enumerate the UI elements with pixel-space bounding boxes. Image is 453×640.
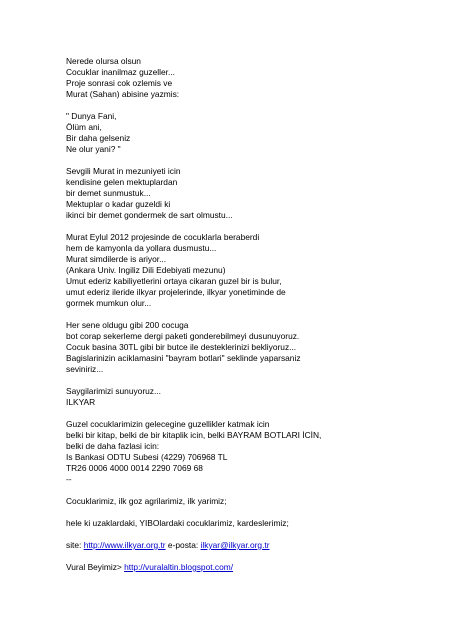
signature-text: ILKYAR	[66, 397, 96, 407]
text-line: Her sene oldugu gibi 200 cocuga	[66, 320, 189, 330]
text-line: gormek mumkun olur...	[66, 298, 152, 308]
text-line: Proje sonrasi cok ozlemis ve	[66, 78, 173, 88]
text-line: bot corap sekerleme dergi paketi gonderebilmeyi dusunuyoruz.	[66, 331, 300, 341]
site-link[interactable]: http://www.ilkyar.org.tr	[83, 540, 166, 550]
text-line: seviniriz...	[66, 364, 104, 374]
text-line: Cocuklar inanilmaz guzeller...	[66, 67, 175, 77]
blog-link[interactable]: http://vuralaltin.blogspot.com/	[124, 562, 234, 572]
iban-line: TR26 0006 4000 0014 2290 7069 68	[66, 463, 203, 473]
text-line: Murat Eylul 2012 projesinde de cocuklarla beraberdi	[66, 232, 260, 242]
text-line: belki de daha fazlasi icin:	[66, 441, 160, 451]
text-line: ikinci bir demet gondermek de sart olmustu...	[66, 210, 233, 220]
text-line: Sevgili Murat in mezuniyeti icin	[66, 166, 181, 176]
text-line: hele ki uzaklardaki, YIBOlardaki cocuklarimiz, kardeslerimiz;	[66, 518, 289, 528]
text-line: bir demet sunmustuk...	[66, 188, 151, 198]
text-line: Cocuk basina 30TL gibi bir butce ile desteklerinizi bekliyoruz...	[66, 342, 297, 352]
text-line: hem de kamyonla da yollara dusmustu...	[66, 243, 217, 253]
text-line: belki bir kitap, belki de bir kitaplik icin, belki BAYRAM BOTLARI İCİN,	[66, 430, 322, 440]
poem-line: " Dunya Fani,	[66, 111, 117, 121]
poem-line: Bir daha gelseniz	[66, 133, 131, 143]
text-line: (Ankara Univ. Ingiliz Dili Edebiyati mezunu)	[66, 265, 226, 275]
text-line: Guzel cocuklarimizin gelecegine guzellikler katmak icin	[66, 419, 270, 429]
text-line: umut ederiz ileride ilkyar projelerinde, ilkyar yonetiminde de	[66, 287, 286, 297]
blog-line	[66, 562, 233, 573]
text-line: Cocuklarimiz, ilk goz agrilarimiz, ilk yarimiz;	[66, 496, 227, 506]
text-line: Saygilarimizi sunuyoruz...	[66, 386, 161, 396]
poem-line: Ne olur yani? "	[66, 144, 121, 154]
text-line: Nerede olursa olsun	[66, 56, 141, 66]
poem-line: Ölüm ani,	[66, 122, 102, 132]
email-label: e-posta:	[165, 540, 201, 550]
text-line: Murat (Sahan) abisine yazmis:	[66, 89, 180, 99]
blog-label: Vural Beyimiz>	[66, 562, 125, 572]
text-line: Murat simdilerde is ariyor...	[66, 254, 167, 264]
text-line: Bagislarinizin aciklamasini "bayram botlari" seklinde yaparsaniz	[66, 353, 301, 363]
text-line: Mektuplar o kadar guzeldi ki	[66, 199, 171, 209]
text-line: kendisine gelen mektuplardan	[66, 177, 178, 187]
email-link[interactable]: ilkyar@ilkyar.org.tr	[200, 540, 270, 550]
bank-account-line: Is Bankasi ODTU Subesi (4229) 706968 TL	[66, 452, 228, 462]
text-line: Umut ederiz kabiliyetlerini ortaya cikaran guzel bir is bulur,	[66, 276, 282, 286]
site-label: site:	[66, 540, 84, 550]
contact-line	[66, 540, 270, 551]
separator-text: --	[66, 474, 72, 484]
